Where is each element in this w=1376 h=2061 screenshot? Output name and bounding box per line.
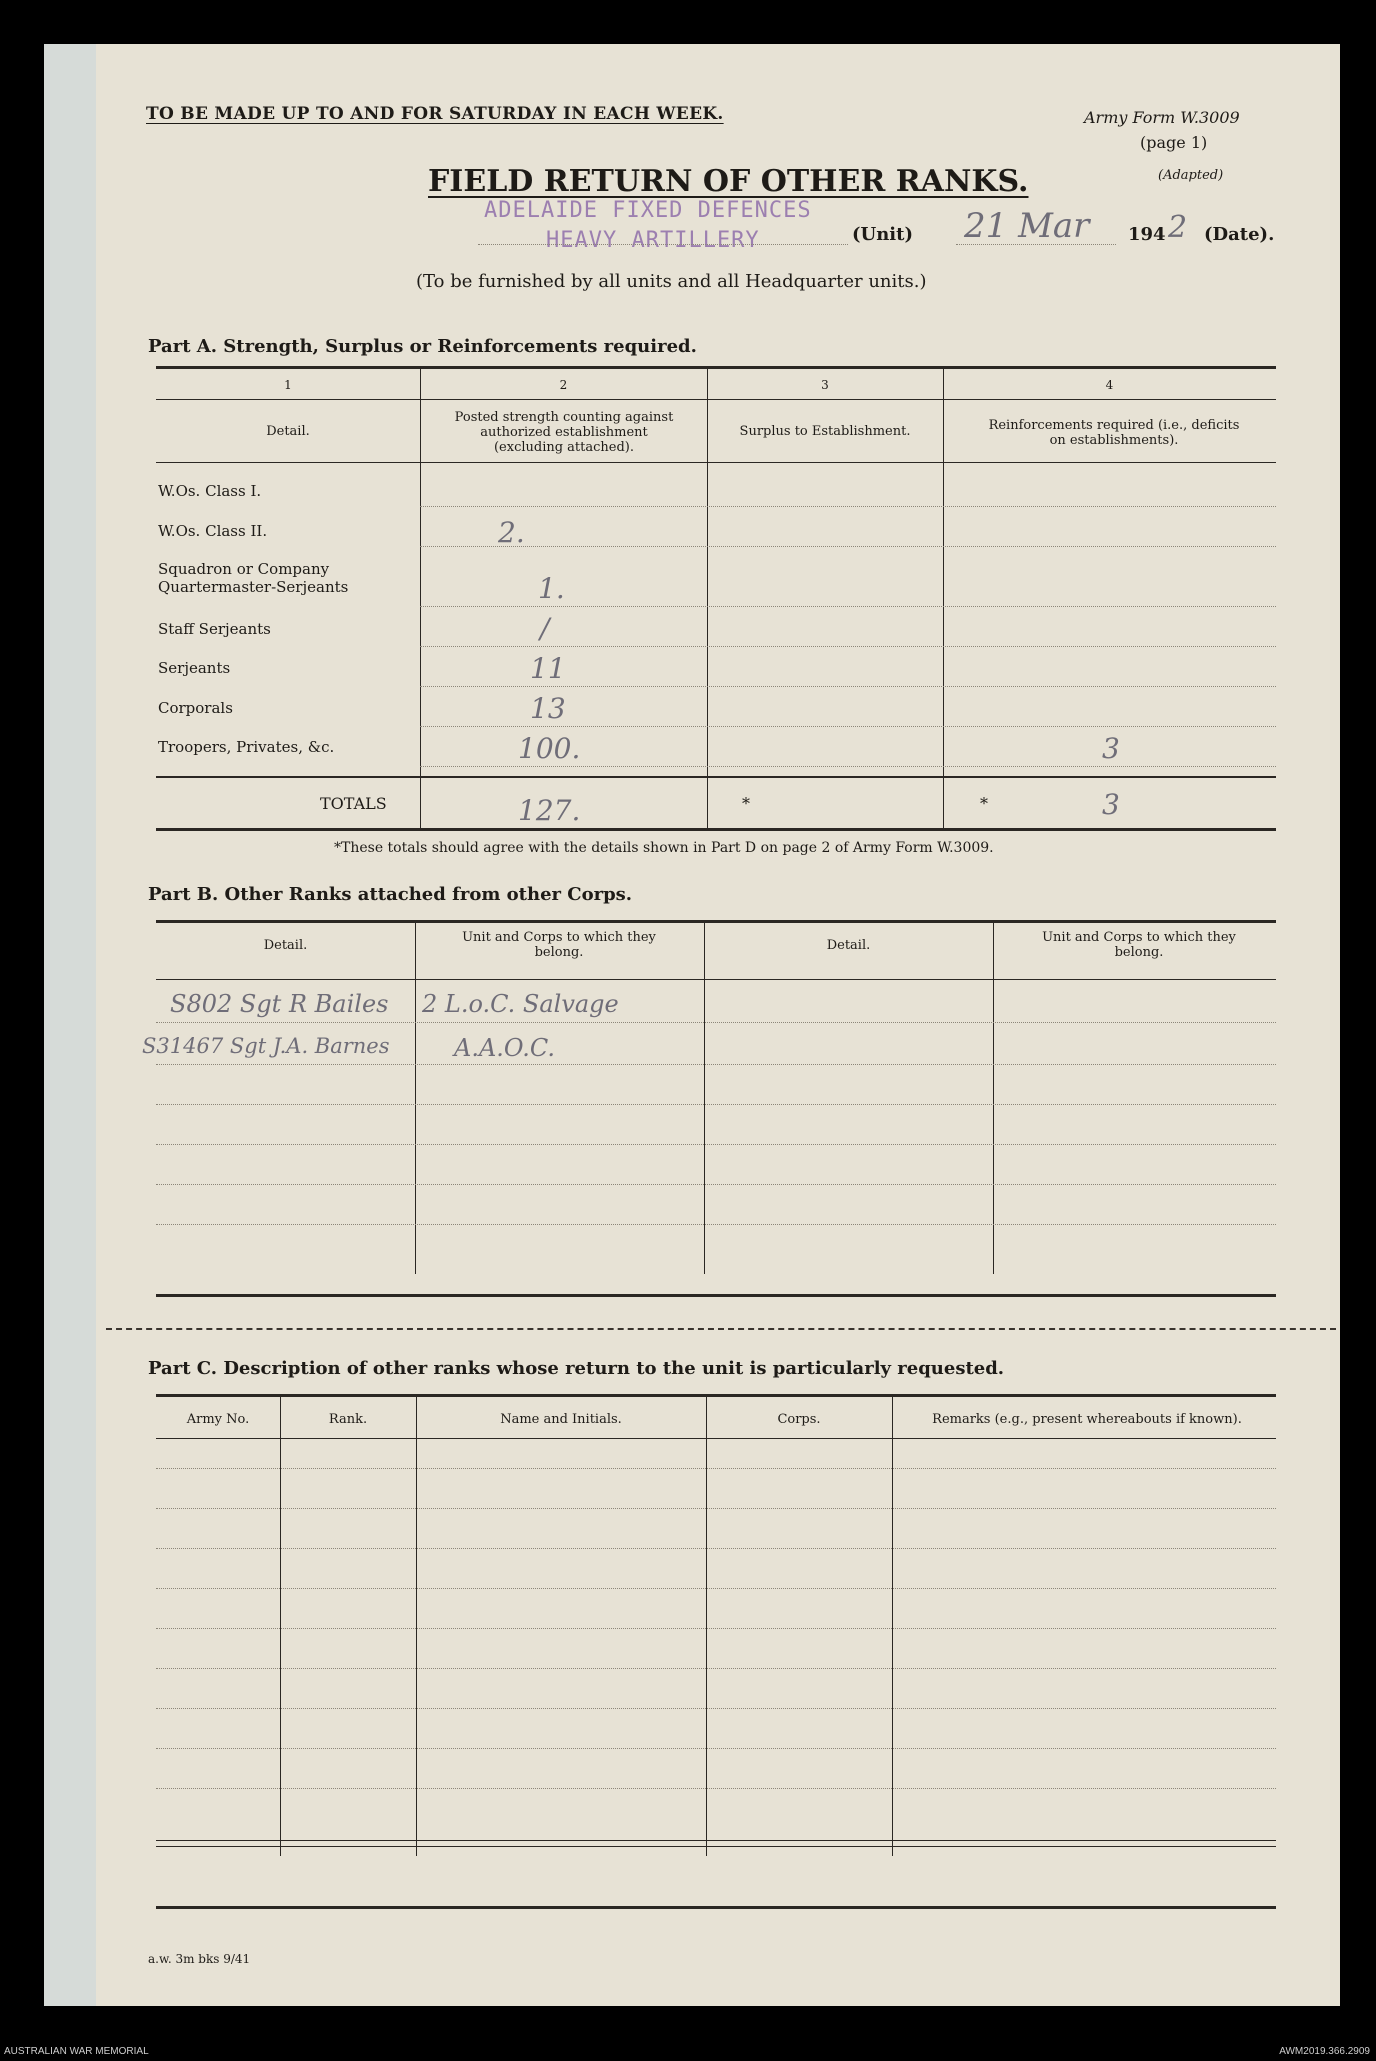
row-rule bbox=[420, 506, 1276, 507]
part-b-divider-2 bbox=[704, 922, 705, 1274]
col-number-3: 3 bbox=[821, 378, 829, 392]
date-dotted-line bbox=[956, 244, 1116, 245]
part-c-divider-3 bbox=[706, 1396, 707, 1856]
col-header-surplus: Surplus to Establishment. bbox=[739, 424, 911, 439]
totals-reinf-marker: * bbox=[980, 794, 988, 813]
col-number-2: 2 bbox=[559, 378, 568, 392]
perforation-line bbox=[106, 1328, 1336, 1330]
row-label-staff-serjeants: Staff Serjeants bbox=[158, 620, 271, 638]
part-a-header-rule bbox=[156, 462, 1276, 463]
furnish-note: (To be furnished by all units and all Headquarter units.) bbox=[416, 271, 927, 292]
posted-cqms: 1. bbox=[538, 572, 565, 605]
part-b-col-unit-2: Unit and Corps to which they belong. bbox=[1042, 930, 1236, 960]
part-a-number-rule bbox=[156, 399, 1276, 400]
part-b-entry-2-unit: A.A.O.C. bbox=[454, 1034, 555, 1062]
part-b-row-rule bbox=[156, 1224, 1276, 1225]
row-label-serjeants: Serjeants bbox=[158, 659, 231, 677]
year-prefix: 194 bbox=[1128, 224, 1166, 245]
col-number-4: 4 bbox=[1105, 378, 1114, 392]
form-paper bbox=[44, 44, 1340, 2006]
part-b-col-detail: Detail. bbox=[263, 938, 308, 953]
part-b-heading: Part B. Other Ranks attached from other Corps. bbox=[148, 884, 633, 905]
weekly-instruction: TO BE MADE UP TO AND FOR SATURDAY IN EACH WEEK. bbox=[146, 104, 724, 124]
col-header-reinforcements: Reinforcements required (i.e., deficits on establishments). bbox=[988, 418, 1240, 448]
part-c-row-rule bbox=[156, 1708, 1276, 1709]
totals-top-rule bbox=[156, 776, 1276, 778]
adapted-note: (Adapted) bbox=[1158, 168, 1224, 183]
part-b-col-detail-2: Detail. bbox=[826, 938, 871, 953]
row-rule bbox=[420, 546, 1276, 547]
row-label-wo-class-1: W.Os. Class I. bbox=[158, 482, 262, 500]
row-label-troopers: Troopers, Privates, &c. bbox=[158, 738, 335, 756]
part-b-divider-1 bbox=[415, 922, 416, 1274]
part-b-entry-2-detail: S31467 Sgt J.A. Barnes bbox=[142, 1034, 390, 1058]
part-c-col-army-no: Army No. bbox=[186, 1412, 250, 1427]
part-a-divider-3 bbox=[943, 368, 944, 828]
part-b-col-unit: Unit and Corps to which they belong. bbox=[462, 930, 656, 960]
date-handwritten: 21 Mar bbox=[964, 206, 1090, 246]
part-c-col-name: Name and Initials. bbox=[500, 1412, 622, 1427]
reinforcements-troopers: 3 bbox=[1102, 732, 1120, 765]
part-c-row-rule bbox=[156, 1748, 1276, 1749]
row-label-cqms: Squadron or Company Quartermaster-Serjeants bbox=[158, 560, 349, 596]
row-rule bbox=[420, 726, 1276, 727]
part-a-bottom-rule bbox=[156, 828, 1276, 831]
part-c-row-rule bbox=[156, 1668, 1276, 1669]
army-form-number: Army Form W.3009 bbox=[1084, 108, 1240, 127]
part-b-top-rule bbox=[156, 920, 1276, 923]
unit-dotted-line bbox=[478, 244, 848, 245]
posted-staff-serjeants: / bbox=[540, 612, 550, 645]
row-rule bbox=[420, 646, 1276, 647]
part-b-row-rule bbox=[156, 1064, 1276, 1065]
posted-serjeants: 11 bbox=[530, 652, 566, 685]
part-b-header-rule bbox=[156, 979, 1276, 980]
row-label-corporals: Corporals bbox=[158, 699, 233, 717]
part-c-heading: Part C. Description of other ranks whose return to the unit is particularly requested. bbox=[148, 1358, 1005, 1379]
part-c-col-remarks: Remarks (e.g., present whereabouts if known). bbox=[932, 1412, 1242, 1427]
totals-footnote: *These totals should agree with the details shown in Part D on page 2 of Army Form W.3009. bbox=[334, 840, 994, 856]
row-rule bbox=[420, 606, 1276, 607]
year-handwritten: 2 bbox=[1168, 210, 1188, 245]
row-label-wo-class-2: W.Os. Class II. bbox=[158, 522, 268, 540]
row-rule bbox=[420, 686, 1276, 687]
totals-posted: 127. bbox=[518, 794, 581, 827]
unit-stamp-line1: ADELAIDE FIXED DEFENCES bbox=[484, 198, 812, 223]
part-b-divider-3 bbox=[993, 922, 994, 1274]
caption-right: AWM2019.366.2909 bbox=[1279, 2046, 1370, 2057]
totals-label: TOTALS bbox=[320, 794, 387, 813]
caption-left: AUSTRALIAN WAR MEMORIAL bbox=[4, 2046, 149, 2057]
part-a-divider-1 bbox=[420, 368, 421, 828]
form-title: FIELD RETURN OF OTHER RANKS. bbox=[428, 164, 1029, 199]
part-c-bottom-rule bbox=[156, 1906, 1276, 1909]
part-b-entry-1-detail: S802 Sgt R Bailes bbox=[170, 990, 389, 1018]
totals-surplus-marker: * bbox=[742, 794, 750, 813]
part-c-row-rule bbox=[156, 1788, 1276, 1789]
part-c-col-rank: Rank. bbox=[328, 1412, 368, 1427]
part-c-divider-2 bbox=[416, 1396, 417, 1856]
part-c-lower-rule bbox=[156, 1846, 1276, 1847]
part-c-top-rule bbox=[156, 1394, 1276, 1397]
date-label: (Date). bbox=[1204, 224, 1275, 245]
part-c-col-corps: Corps. bbox=[777, 1412, 821, 1427]
part-b-row-rule bbox=[156, 1104, 1276, 1105]
part-c-divider-1 bbox=[280, 1396, 281, 1856]
part-b-row-rule bbox=[156, 1144, 1276, 1145]
col-header-detail: Detail. bbox=[266, 424, 310, 439]
unit-label: (Unit) bbox=[852, 224, 913, 245]
page-number: (page 1) bbox=[1140, 133, 1208, 152]
col-number-1: 1 bbox=[284, 378, 292, 392]
paper-edge-strip bbox=[44, 44, 96, 2006]
totals-reinforcements: 3 bbox=[1102, 788, 1120, 821]
part-c-lower-rule bbox=[156, 1840, 1276, 1841]
unit-stamp-line2: HEAVY ARTILLERY bbox=[546, 228, 760, 253]
part-a-top-rule bbox=[156, 366, 1276, 369]
part-b-row-rule bbox=[156, 1022, 1276, 1023]
posted-corporals: 13 bbox=[530, 692, 566, 725]
print-code: a.w. 3m bks 9/41 bbox=[148, 1952, 251, 1966]
part-b-bottom-rule bbox=[156, 1294, 1276, 1297]
part-c-row-rule bbox=[156, 1548, 1276, 1549]
part-c-row-rule bbox=[156, 1468, 1276, 1469]
posted-wo-class-2: 2. bbox=[498, 516, 525, 549]
part-b-entry-1-unit: 2 L.o.C. Salvage bbox=[422, 990, 619, 1018]
part-c-row-rule bbox=[156, 1588, 1276, 1589]
part-c-divider-4 bbox=[892, 1396, 893, 1856]
part-c-header-rule bbox=[156, 1438, 1276, 1439]
col-header-posted: Posted strength counting against authorized establishment (excluding attached). bbox=[454, 410, 674, 455]
part-b-row-rule bbox=[156, 1184, 1276, 1185]
posted-troopers: 100. bbox=[518, 732, 581, 765]
part-c-row-rule bbox=[156, 1508, 1276, 1509]
row-rule bbox=[420, 766, 1276, 767]
part-a-heading: Part A. Strength, Surplus or Reinforcements required. bbox=[148, 336, 697, 357]
part-c-row-rule bbox=[156, 1628, 1276, 1629]
